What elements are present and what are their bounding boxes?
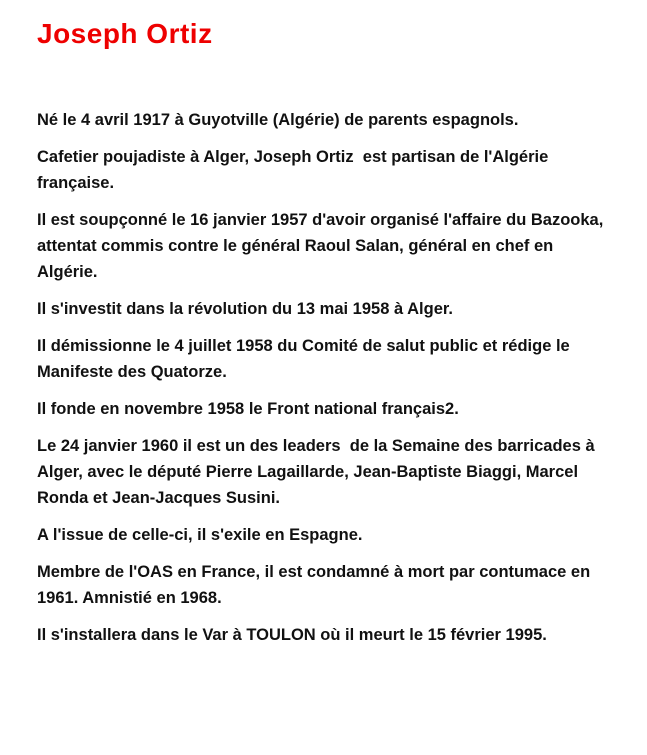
biography-body: [37, 107, 607, 659]
paragraph-exil: A l'issue de celle-ci, il s'exile en Espagne.: [37, 526, 363, 544]
paragraph-deces: Il s'installera dans le Var à TOULON où il meurt le 15 février 1995.: [37, 626, 547, 644]
paragraph-oas: Membre de l'OAS en France, il est condamné à mort par contumace en 1961. Amnistié en 1968.: [37, 563, 595, 607]
paragraph-barricades: Le 24 janvier 1960 il est un des leaders de la Semaine des barricades à Alger, avec le député Pierre Lagaillarde, Jean-Baptiste Biaggi, Marcel Ronda et Jean-Jacques Susini.: [37, 437, 599, 507]
paragraph-13-mai: Il s'investit dans la révolution du 13 mai 1958 à Alger.: [37, 300, 453, 318]
paragraph-front-national: Il fonde en novembre 1958 le Front national français2.: [37, 400, 459, 418]
paragraph-bazooka: Il est soupçonné le 16 janvier 1957 d'avoir organisé l'affaire du Bazooka, attentat commis contre le général Raoul Salan, général en chef en Algérie.: [37, 211, 608, 281]
paragraph-birth: Né le 4 avril 1917 à Guyotville (Algérie) de parents espagnols.: [37, 111, 519, 129]
paragraph-cafetier: Cafetier poujadiste à Alger, Joseph Ortiz est partisan de l'Algérie française.: [37, 148, 553, 192]
page-title: Joseph Ortiz: [37, 18, 213, 49]
paragraph-demission: Il démissionne le 4 juillet 1958 du Comité de salut public et rédige le Manifeste des Quatorze.: [37, 337, 575, 381]
